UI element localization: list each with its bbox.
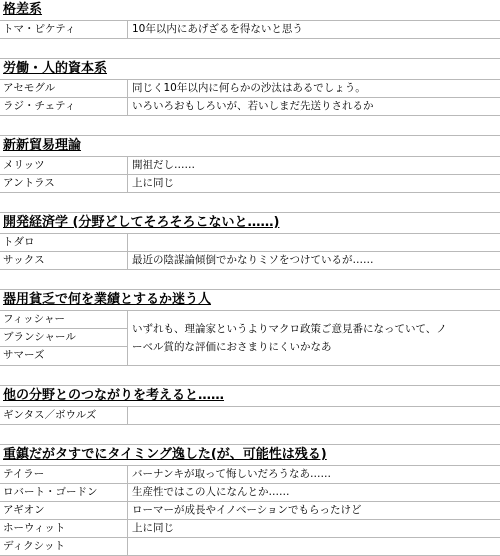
blank-row: [0, 39, 500, 59]
section-header: [0, 136, 500, 157]
economist-name: テイラー: [0, 466, 128, 483]
section-title: 他の分野とのつながりを考えると……: [3, 388, 225, 403]
comment-cell: 同じく10年以内に何らかの沙汰はあるでしょう。: [132, 82, 366, 94]
table-row: [0, 234, 500, 252]
blank-row: [0, 116, 500, 136]
blank-row: [0, 366, 500, 386]
merged-comment-cell: [128, 311, 500, 365]
comment-cell: ローマーが成長やイノベーションでもらったけど: [132, 504, 362, 516]
section-title: 新新貿易理論: [3, 138, 82, 153]
comment-cell: [128, 538, 500, 555]
economist-name: サックス: [0, 252, 128, 269]
table-row: [0, 21, 500, 39]
table-row: [0, 520, 500, 538]
economist-name: トダロ: [0, 234, 128, 251]
economist-name: ラジ・チェティ: [0, 98, 128, 115]
merged-row-group: [0, 311, 500, 366]
section-header: [0, 59, 500, 80]
economist-name: ロバート・ゴードン: [0, 484, 128, 501]
section-header: [0, 290, 500, 311]
table-row: [0, 538, 500, 556]
section-title: 格差系: [3, 2, 43, 17]
blank-row: [0, 425, 500, 445]
section-title: 労働・人的資本系: [3, 61, 108, 76]
comment-cell: いろいろおもしろいが、若いしまだ先送りされるか: [132, 100, 374, 112]
economist-name: アギオン: [0, 502, 128, 519]
section-header: [0, 213, 500, 234]
comment-line: ーベル賞的な評価におさまりにくいかなあ: [132, 341, 332, 353]
economist-name: メリッツ: [0, 157, 128, 174]
blank-row: [0, 193, 500, 213]
comment-cell: バーナンキが取って悔しいだろうなあ……: [132, 468, 331, 480]
economist-name: アセモグル: [0, 80, 128, 97]
comment-line: いずれも、理論家というよりマクロ政策ご意見番になっていて、ノ: [132, 323, 447, 335]
table-row: [0, 175, 500, 193]
comment-cell: 上に同じ: [132, 522, 174, 534]
section-header: [0, 0, 500, 21]
table-row: [0, 80, 500, 98]
comment-cell: 開祖だし……: [132, 159, 195, 171]
table-row: [0, 98, 500, 116]
table-row: [0, 466, 500, 484]
economist-name: トマ・ピケティ: [0, 21, 128, 38]
economist-name: ブランシャール: [0, 329, 127, 347]
economist-name: サマーズ: [3, 349, 45, 361]
table-row: [0, 407, 500, 425]
section-header: [0, 386, 500, 407]
section-title: 開発経済学 (分野どしてそろそろこないと……): [3, 215, 280, 230]
names-column: [0, 311, 128, 365]
economist-name: ディクシット: [0, 538, 128, 555]
section-header: [0, 445, 500, 466]
section-title: 重鎮だがタすでにタイミング逸した(が、可能性は残る): [3, 447, 327, 462]
comment-cell: [128, 234, 500, 251]
economist-name: ホーウィット: [0, 520, 128, 537]
economist-name: フィッシャー: [0, 311, 127, 329]
table-row: [0, 484, 500, 502]
economist-name: アントラス: [0, 175, 128, 192]
economist-name: ギンタス／ボウルズ: [0, 407, 128, 424]
table-row: [0, 252, 500, 270]
comment-cell: 生産性ではこの人になんとか……: [132, 486, 290, 498]
comment-cell: 上に同じ: [132, 177, 174, 189]
comment-cell: 最近の陰謀論傾倒でかなりミソをつけているが……: [132, 254, 374, 266]
blank-row: [0, 270, 500, 290]
comment-cell: [128, 407, 500, 424]
table-row: [0, 502, 500, 520]
section-title: 器用貧乏で何を業績とするか迷う人: [3, 292, 212, 307]
comment-cell: 10年以内にあげざるを得ないと思う: [132, 23, 303, 35]
table-row: [0, 157, 500, 175]
